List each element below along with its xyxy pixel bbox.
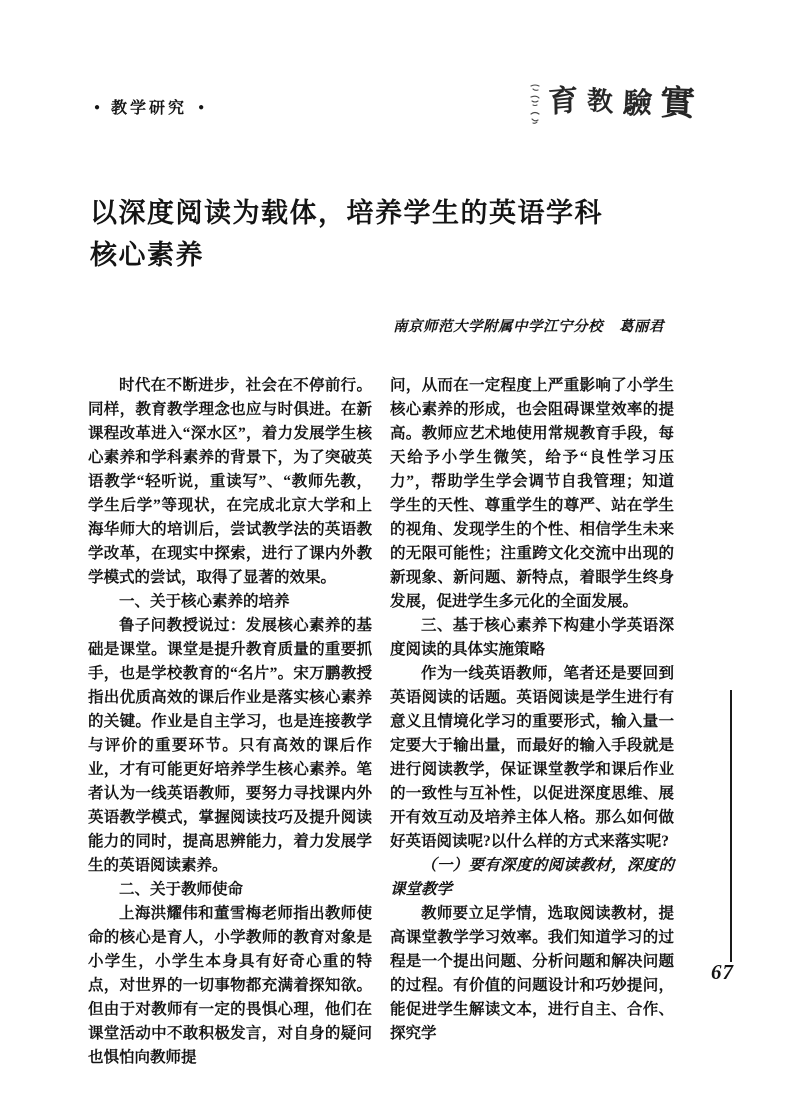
header-rubric xyxy=(94,95,204,118)
author-name: 葛丽君 xyxy=(619,319,664,335)
calligraphy-char: 驗 xyxy=(622,86,653,121)
folio-divider-rule xyxy=(730,690,732,962)
calligraphy-text xyxy=(547,82,696,124)
body-column-right xyxy=(390,374,674,1046)
section-label: 教学研究 xyxy=(111,100,188,117)
author-affiliation: 南京师范大学附属中学江宁分校 xyxy=(393,319,603,335)
article-title-line1: 以深度阅读为载体，培养学生的英语学科 xyxy=(90,198,603,228)
article-title xyxy=(90,192,603,276)
article-title-line2: 核心素养 xyxy=(90,240,204,270)
paragraph: 教师要立足学情，选取阅读教材，提高课堂教学学习效率。我们知道学习的过程是一个提出问题、分析问题和解决问题的过程。有价值的问题设计和巧妙提问，能促进学生解读文本，进行自主、合作、探究学 xyxy=(390,905,674,1042)
bullet-icon: ● xyxy=(94,101,101,113)
body-column-left xyxy=(88,374,372,1070)
section-heading-2: 二、关于教师使命 xyxy=(119,881,244,898)
subsection-heading-1: （一）要有深度的阅读教材，深度的课堂教学 xyxy=(390,857,674,898)
calligraphy-char: 育 xyxy=(547,83,579,119)
calligraphy-logo xyxy=(528,76,695,132)
calligraphy-char: 實 xyxy=(659,82,696,124)
byline xyxy=(88,315,664,336)
section-heading-3: 三、基于核心素养下构建小学英语深度阅读的具体实施策略 xyxy=(390,617,674,658)
calligraphy-char: 教 xyxy=(586,84,614,118)
section-heading-1: 一、关于核心素养的培养 xyxy=(119,593,290,610)
paragraph: 作为一线英语教师，笔者还是要回到英语阅读的话题。英语阅读是学生进行有意义且情境化学习的重要形式，输入量一定要大于输出量，而最好的输入手段就是进行阅读教学，保证课堂教学和课后作业的一致性与互补性，以促进深度思维、展开有效互动及培养主体人格。那么如何做好英语阅读呢?以什么样的方式来落实呢? xyxy=(390,665,674,850)
page-number: 67 xyxy=(711,960,734,984)
paragraph: 鲁子问教授说过：发展核心素养的基础是课堂。课堂是提升教育质量的重要抓手，也是学校教育的“名片”。宋万鹏教授指出优质高效的课后作业是落实核心素养的关键。作业是自主学习，也是连接教学与评价的重要环节。只有高效的课后作业，才有可能更好培养学生核心素养。笔者认为一线英语教师，要努力寻找课内外英语教学模式，掌握阅读技巧及提升阅读能力的同时，提高思辨能力，着力发展学生的英语阅读素养。 xyxy=(88,617,372,874)
calligraphy-signature-mark xyxy=(528,81,542,127)
bullet-icon: ● xyxy=(198,101,205,113)
paragraph-continued: 问，从而在一定程度上严重影响了小学生核心素养的形成，也会阻碍课堂效率的提高。教师应艺术地使用常规教育手段，每天给予小学生微笑，给予“良性学习压力”，帮助学生学会调节自我管理；知道学生的天性、尊重学生的尊严、站在学生的视角、发现学生的个性、相信学生未来的无限可能性；注重跨文化交流中出现的新现象、新问题、新特点，着眼学生终身发展，促进学生多元化的全面发展。 xyxy=(390,377,674,610)
paragraph: 上海洪耀伟和董雪梅老师指出教师使命的核心是育人，小学教师的教育对象是小学生，小学生本身具有好奇心重的特点，对世界的一切事物都充满着探知欲。但由于对教师有一定的畏惧心理，他们在课堂活动中不敢积极发言，对自身的疑问也惧怕向教师提 xyxy=(88,905,372,1066)
paragraph: 时代在不断进步，社会在不停前行。同样，教育教学理念也应与时俱进。在新课程改革进入“深水区”，着力发展学生核心素养和学科素养的背景下，为了突破英语教学“轻听说，重读写”、“教师先教，学生后学”等现状，在完成北京大学和上海华师大的培训后，尝试教学法的英语教学改革，在现实中探索，进行了课内外教学模式的尝试，取得了显著的效果。 xyxy=(88,377,372,586)
